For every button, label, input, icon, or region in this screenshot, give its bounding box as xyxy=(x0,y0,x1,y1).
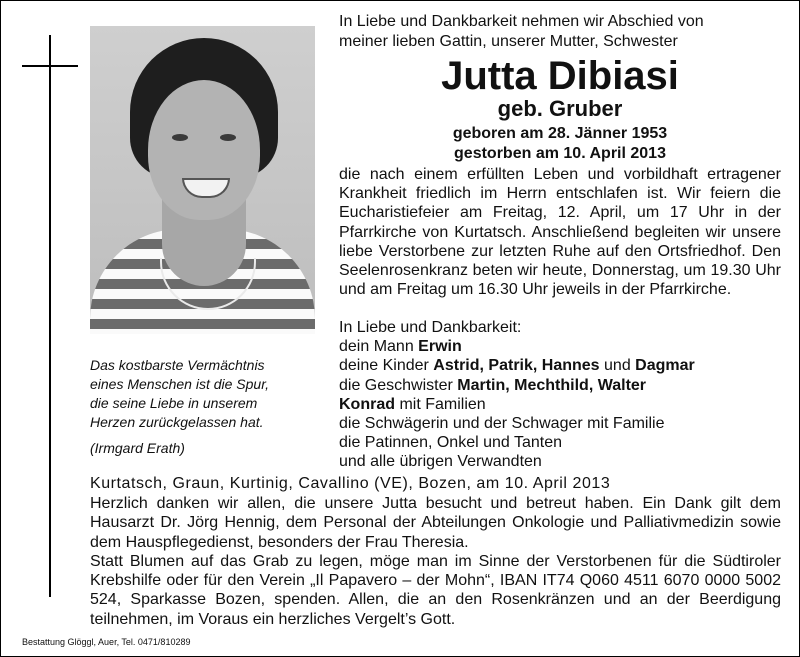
family-list xyxy=(339,318,781,472)
family-heading: In Liebe und Dankbarkeit: xyxy=(339,319,522,336)
intro-line: meiner lieben Gattin, unserer Mutter, Schwester xyxy=(339,33,678,50)
funeral-home-footer: Bestattung Glöggl, Auer, Tel. 0471/810289 xyxy=(22,637,191,647)
siblings-names: Martin, Mechthild, Walter xyxy=(457,376,647,394)
deceased-name: Jutta Dibiasi xyxy=(441,54,679,98)
children-names: Astrid, Patrik, Hannes xyxy=(433,357,600,375)
quote-author: (Irmgard Erath) xyxy=(90,440,185,456)
thanks-section xyxy=(90,494,781,629)
death-date: gestorben am 10. April 2013 xyxy=(454,145,666,162)
cross-horizontal-bar xyxy=(22,65,78,67)
intro-text xyxy=(339,12,781,52)
maiden-name: geb. Gruber xyxy=(497,96,623,121)
family-husband xyxy=(339,337,781,356)
birth-date: geboren am 28. Jänner 1953 xyxy=(452,125,668,142)
family-in-laws: die Schwägerin und der Schwager mit Familie xyxy=(339,415,665,433)
donation-paragraph: Statt Blumen auf das Grab zu legen, möge man im Sinne der Verstorbenen für die Südtiroler Krebshilfe oder für den Verein „Il Papavero – der Mohn“, IBAN IT74 Q060 4511 6070 0000 5002 524, Sparkasse Bozen, spenden. Allen, die an den Rosenkränzen und an der Beerdigung teilnehmen, im Voraus ein herzliches Vergelt’s Gott. xyxy=(90,552,781,628)
family-siblings xyxy=(339,376,781,395)
thanks-paragraph: Herzlich danken wir allen, die unsere Jutta besucht und betreut haben. Ein Dank gilt dem Hausarzt Dr. Jörg Hennig, dem Personal der Abteilungen Onkologie und Palliativmedizin sowie dem Hauspflegedienst, besonders der Frau Theresia. xyxy=(90,495,781,551)
family-relatives: und alle übrigen Verwandten xyxy=(339,453,542,471)
portrait-eye-right xyxy=(220,134,236,141)
life-dates xyxy=(339,124,781,164)
husband-prefix: dein Mann xyxy=(339,338,419,356)
quote-line: Herzen zurückgelassen hat. xyxy=(90,414,264,430)
portrait-face xyxy=(148,80,260,220)
children-last-name: Dagmar xyxy=(635,357,695,375)
konrad-suffix: mit Familien xyxy=(395,395,486,413)
service-announcement: die nach einem erfüllten Leben und vorbildhaft ertragener Krankheit friedlich im Herrn entschlafen ist. Wir feiern die Eucharistiefeier am Freitag, 12. April, um 17 Uhr in der Pfarrkirche von Kurtatsch. Anschließend begleiten wir unsere liebe Verstorbene zur letzten Ruhe auf den Ortsfriedhof. Den Seelenrosenkranz beten wir heute, Donnerstag, um 19.30 Uhr und am Freitag um 16.30 Uhr jeweils in der Pfarrkirche. xyxy=(339,166,781,299)
children-prefix: deine Kinder xyxy=(339,357,434,375)
quote-line: die seine Liebe in unserem xyxy=(90,395,258,411)
husband-name: Erwin xyxy=(418,338,462,356)
family-children xyxy=(339,356,781,375)
location-date: Kurtatsch, Graun, Kurtinig, Cavallino (VE), Bozen, am 10. April 2013 xyxy=(90,475,611,492)
portrait-photo xyxy=(90,26,315,334)
quote-line: Das kostbarste Vermächtnis xyxy=(90,357,265,373)
memorial-quote xyxy=(90,356,315,458)
portrait-eye-left xyxy=(172,134,188,141)
quote-line: eines Menschen ist die Spur, xyxy=(90,376,269,392)
children-and: und xyxy=(599,357,636,375)
family-godparents: die Patinnen, Onkel und Tanten xyxy=(339,434,562,452)
siblings-prefix: die Geschwister xyxy=(339,376,458,394)
intro-line: In Liebe und Dankbarkeit nehmen wir Abschied von xyxy=(339,13,704,30)
konrad-name: Konrad xyxy=(339,395,395,413)
cross-vertical-bar xyxy=(49,35,51,597)
family-konrad xyxy=(339,395,781,414)
